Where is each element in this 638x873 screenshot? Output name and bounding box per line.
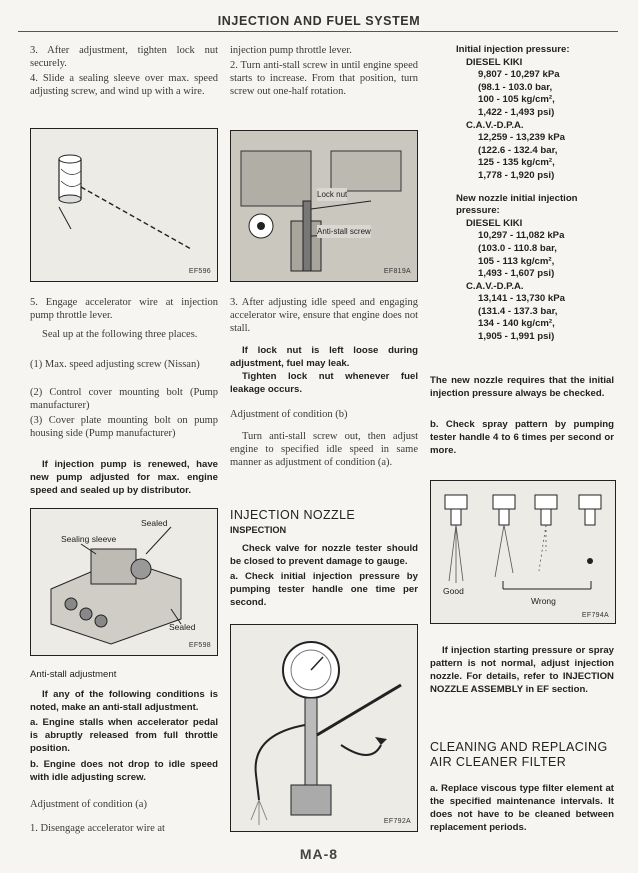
step-3-text: 3. After adjustment, tighten lock nut securely. <box>30 45 218 70</box>
spray-pattern-illustration <box>431 481 615 623</box>
condition-b-text: Turn anti-stall screw out, then adjust engine to specified idle speed in same manner as adjustment of condition (a). <box>230 431 418 469</box>
diesel-kiki-label: DIESEL KIKI <box>466 56 523 68</box>
figure-code: EF596 <box>188 268 211 275</box>
lock-nut-label: Lock nut <box>317 190 348 199</box>
step-4-text: 4. Slide a sealing sleeve over max. speed adjusting screw, and wind up with a wire. <box>30 73 218 98</box>
page-number: MA-8 <box>299 846 339 862</box>
injection-nozzle-heading: INJECTION NOZZLE <box>230 508 356 522</box>
spec-value: (131.4 - 137.3 bar, <box>478 305 558 317</box>
initial-pressure-title: Initial injection pressure: <box>456 44 570 55</box>
air-cleaner-heading: CLEANING AND REPLACING AIR CLEANER FILTER <box>430 740 608 769</box>
cav-dpa-label: C.A.V.-D.P.A. <box>466 280 524 292</box>
anti-stall-screw-label: Anti-stall screw <box>317 227 371 236</box>
nozzle-tester-illustration <box>231 625 417 831</box>
spec-value: 1,422 - 1,493 psi) <box>478 106 555 118</box>
anti-stall-note: If any of the following conditions is noted, make an anti-stall adjustment. <box>30 689 218 713</box>
spec-value: 10,297 - 11,082 kPa <box>478 230 565 242</box>
spec-value: 1,778 - 1,920 psi) <box>478 169 555 181</box>
condition-a-heading: Adjustment of condition (a) <box>30 799 147 810</box>
sealed-label-top: Sealed <box>141 518 168 528</box>
seal-places-text: Seal up at the following three places. <box>42 329 198 340</box>
step-5-text: 5. Engage accelerator wire at injection pump throttle lever. <box>30 297 218 322</box>
anti-stall-screw-illustration <box>231 131 417 281</box>
wire-sleeve-illustration <box>31 129 217 281</box>
diesel-kiki-label: DIESEL KIKI <box>466 217 523 229</box>
spec-value: 105 - 113 kg/cm², <box>478 255 555 267</box>
renewed-pump-note: If injection pump is renewed, have new pump adjusted for max. engine speed and sealed up by distributor. <box>30 459 218 496</box>
lock-nut-caution: If lock nut is left loose during adjustment, fuel may leak. <box>230 345 418 369</box>
turn-screw-step: 2. Turn anti-stall screw in until engine speed starts to increase. From that position, turn screw out one-half rotation. <box>230 60 418 98</box>
anti-stall-condition-b: b. Engine does not drop to idle speed with idle adjusting screw. <box>30 759 218 783</box>
figure-ef819a <box>230 130 418 282</box>
pressure-spec-block <box>442 44 612 344</box>
step-3-idle-text: 3. After adjusting idle speed and engaging accelerator wire, ensure that engine does not stall. <box>230 297 418 335</box>
figure-code: EF794A <box>581 612 609 619</box>
figure-ef598 <box>30 508 218 656</box>
sealed-label-bottom: Sealed <box>169 622 196 632</box>
inspection-heading: INSPECTION <box>230 525 287 535</box>
spec-value: (122.6 - 132.4 bar, <box>478 144 558 156</box>
condition-b-heading: Adjustment of condition (b) <box>230 409 348 420</box>
new-nozzle-note: The new nozzle requires that the initial injection pressure always be checked. <box>430 375 614 399</box>
anti-stall-condition-a: a. Engine stalls when accelerator pedal is abruptly released from full throttle position. <box>30 717 218 754</box>
spec-value: (103.0 - 110.8 bar, <box>478 242 557 254</box>
figure-code: EF819A <box>383 268 411 275</box>
spec-value: 100 - 105 kg/cm², <box>478 94 555 106</box>
spray-pattern-step-b: b. Check spray pattern by pumping tester handle 4 to 6 times per second or more. <box>430 419 614 456</box>
spec-value: 1,905 - 1,991 psi) <box>478 331 555 343</box>
figure-ef596 <box>30 128 218 282</box>
anti-stall-heading: Anti-stall adjustment <box>30 669 117 680</box>
wrong-label: Wrong <box>531 596 556 606</box>
header-rule <box>18 31 618 32</box>
spec-value: (98.1 - 103.0 bar, <box>478 81 553 93</box>
figure-ef792a <box>230 624 418 832</box>
cav-dpa-label: C.A.V.-D.P.A. <box>466 119 524 131</box>
throttle-lever-text: injection pump throttle lever. <box>230 45 352 56</box>
condition-a-step-1: 1. Disengage accelerator wire at <box>30 823 165 834</box>
figure-code: EF598 <box>188 642 211 649</box>
spec-value: 134 - 140 kg/cm², <box>478 318 555 330</box>
spec-value: 12,259 - 13,239 kPa <box>478 132 565 144</box>
spec-value: 125 - 135 kg/cm², <box>478 157 555 169</box>
tester-valve-note: Check valve for nozzle tester should be closed to prevent damage to gauge. <box>230 543 418 567</box>
spec-value: 13,141 - 13,730 kPa <box>478 293 565 305</box>
replace-filter-note: a. Replace viscous type filter element at the specified maintenance intervals. It does not have to be cleaned between replacement periods. <box>430 783 614 833</box>
seal-place-3: (3) Cover plate mounting bolt on pump housing side (Pump manufacturer) <box>30 415 218 440</box>
spec-value: 9,807 - 10,297 kPa <box>478 69 560 81</box>
figure-ef794a <box>430 480 616 624</box>
adjust-nozzle-note: If injection starting pressure or spray pattern is not normal, adjust injection nozzle. For details, refer to INJECTION NOZZLE ASSEMBLY in EF section. <box>430 645 614 695</box>
spec-value: 1,493 - 1,607 psi) <box>478 268 555 280</box>
good-label: Good <box>443 586 464 596</box>
check-pressure-step-a: a. Check initial injection pressure by pumping tester handle one time per second. <box>230 571 418 608</box>
seal-place-1: (1) Max. speed adjusting screw (Nissan) <box>30 359 200 370</box>
seal-place-2: (2) Control cover mounting bolt (Pump manufacturer) <box>30 387 218 412</box>
tighten-lock-nut-note: Tighten lock nut whenever fuel leakage occurs. <box>230 371 418 395</box>
page-header: INJECTION AND FUEL SYSTEM <box>217 14 421 28</box>
figure-code: EF792A <box>383 818 411 825</box>
sealing-sleeve-label: Sealing sleeve <box>61 534 117 544</box>
new-nozzle-pressure-title: New nozzle initial injection pressure: <box>456 192 578 217</box>
